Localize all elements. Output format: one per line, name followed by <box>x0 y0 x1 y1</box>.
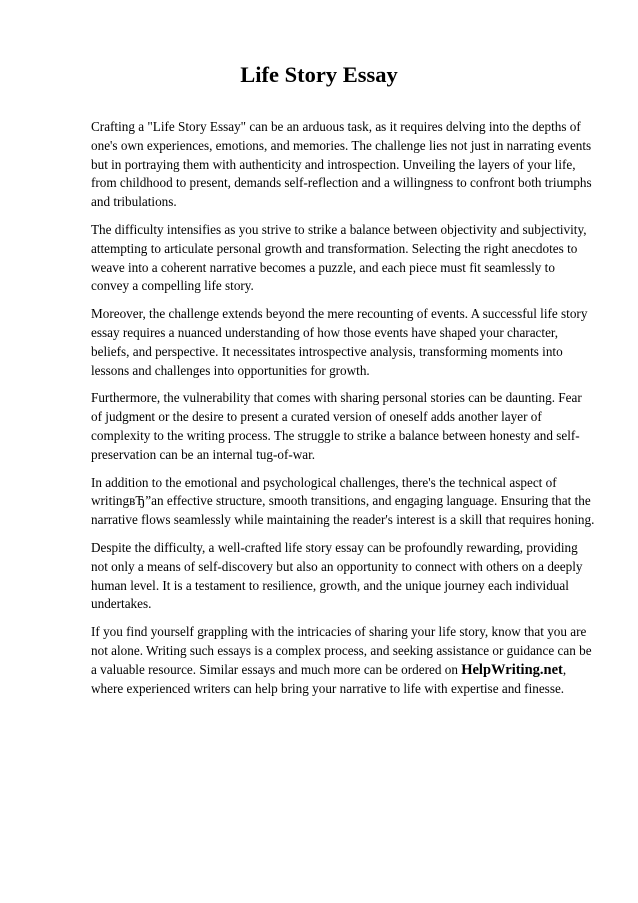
paragraph-7-text-after-link: , where experienced writers can help bring your narrative to life with expertise and finesse. <box>91 661 567 696</box>
paragraph-5: In addition to the emotional and psychological challenges, there's the technical aspect of writingвЂ”an effective structure, smooth transitions, and engaging language. Ensuring that the narrative flows seamlessly while maintaining the reader's interest is a skill that requires honing. <box>91 474 595 528</box>
paragraph-1: Crafting a "Life Story Essay" can be an arduous task, as it requires delving into the depths of one's own experiences, emotions, and memories. The challenge lies not just in narrating events but in portraying them with authenticity and introspection. Unveiling the layers of your life, from childhood to present, demands self-reflection and a willingness to confront both triumphs and tribulations. <box>91 119 592 210</box>
helpwriting-link[interactable]: HelpWriting.net <box>461 661 563 678</box>
paragraph-4: Furthermore, the vulnerability that comes with sharing personal stories can be daunting. Fear of judgment or the desire to present a curated version of oneself adds another layer of complexity to the writing process. The struggle to strike a balance between honesty and self-preservation can be an internal tug-of-war. <box>91 390 582 462</box>
paragraph-2: The difficulty intensifies as you strive to strike a balance between objectivity and subjectivity, attempting to articulate personal growth and transformation. Selecting the right anecdotes to weave into a coherent narrative becomes a puzzle, and each piece must fit seamlessly to convey a compelling life story. <box>91 221 587 294</box>
paragraph-3: Moreover, the challenge extends beyond the mere recounting of events. A successful life story essay requires a nuanced understanding of how those events have shaped your character, beliefs, and perspective. It necessitates introspective analysis, transforming moments into lessons and challenges into opportunities for growth. <box>91 306 588 378</box>
paragraph-7 <box>91 623 596 698</box>
paragraph-7-text-before-link: If you find yourself grappling with the intricacies of sharing your life story, know that you are not alone. Writing such essays is a complex process, and seeking assistance or guidance can be a valuable resource. Similar essays and much more can be ordered on <box>91 624 592 677</box>
document-title: Life Story Essay <box>240 62 398 87</box>
paragraph-6: Despite the difficulty, a well-crafted life story essay can be profoundly rewarding, providing not only a means of self-discovery but also an opportunity to connect with others on a deeply human level. It is a testament to resilience, growth, and the unique journey each individual undertakes. <box>91 539 583 612</box>
document-body <box>91 118 596 707</box>
